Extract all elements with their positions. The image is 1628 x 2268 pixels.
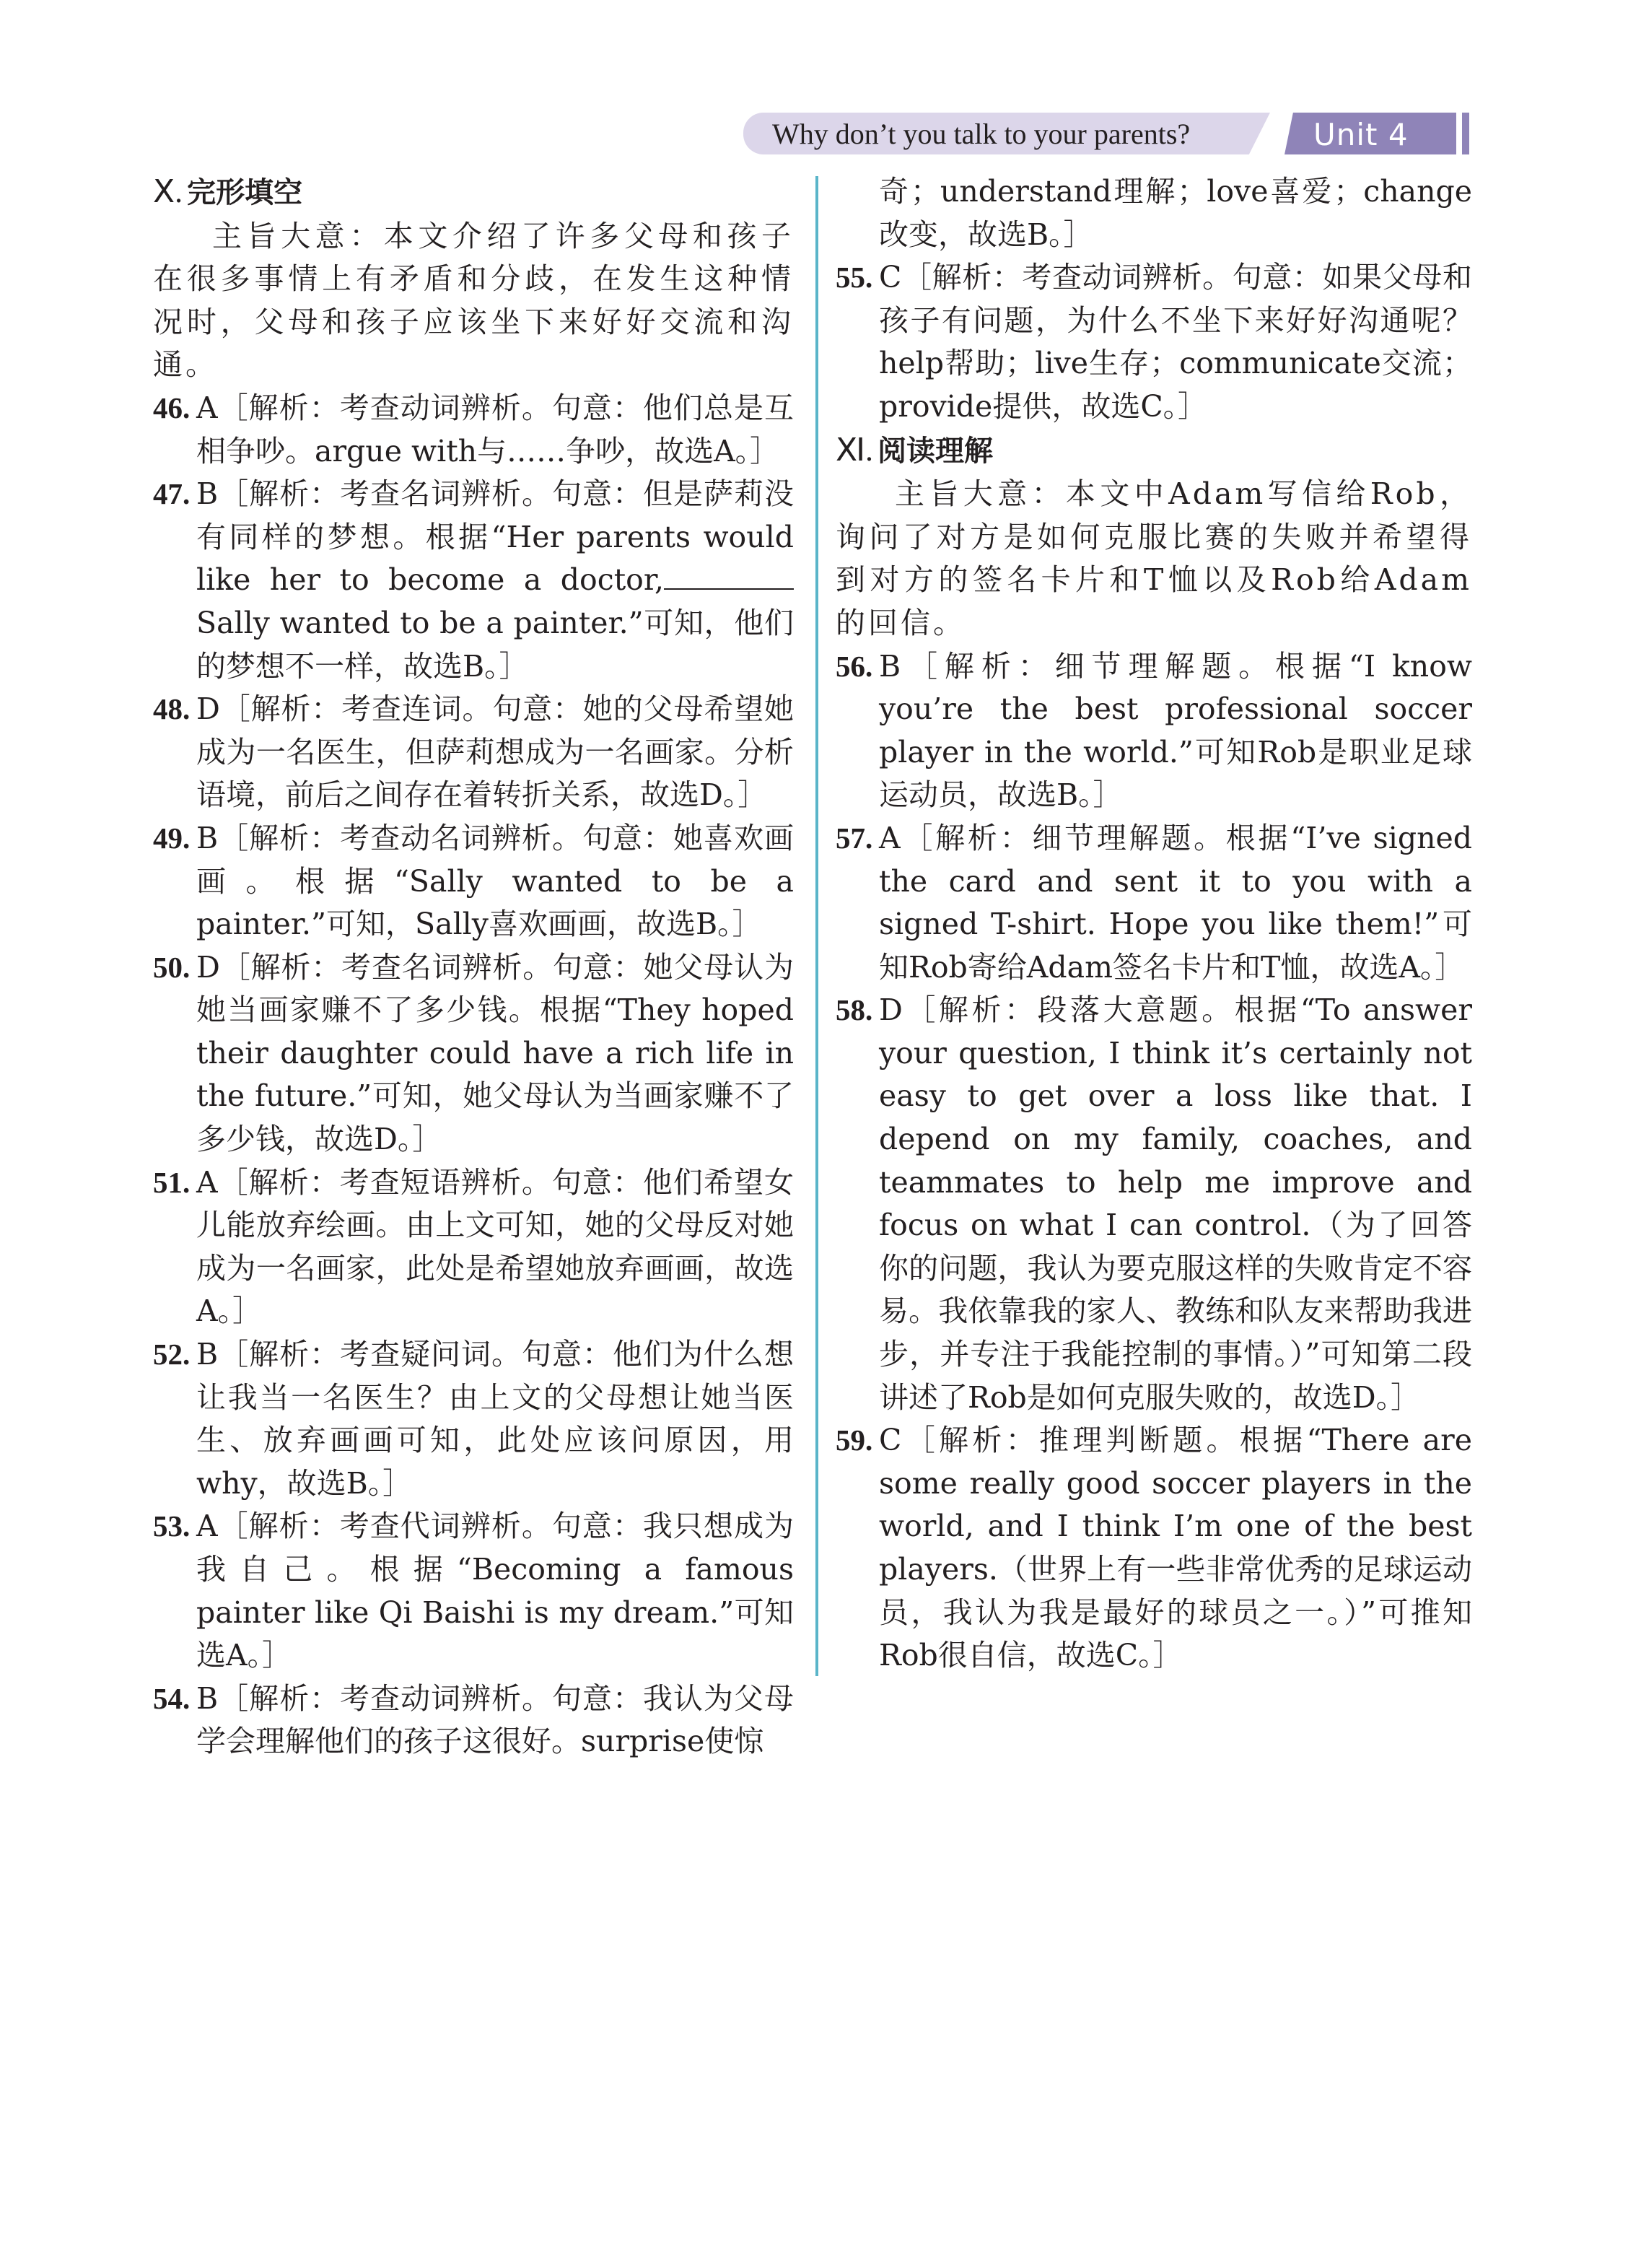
question-number: 53.	[153, 1509, 191, 1543]
answer-item	[153, 946, 794, 1161]
answer-item	[153, 1505, 794, 1677]
answer-item	[153, 1161, 794, 1333]
answer-text: D［解析：段落大意题。根据“To answer your question, I think it’s certainly not easy to get over a loss like that. I depend on my family, coaches, and teammates to help me improve and focus on what I can control.（为了回答你的问题，我认为要克服这样的失败肯定不容易。我依靠我的家人、教练和队友来帮助我进步，并专注于我能控制的事情。）”可知第二段讲述了Rob是如何克服失败的，故选D。］	[879, 993, 1472, 1415]
question-number: 50.	[153, 950, 191, 984]
answer-text: C［解析：推理判断题。根据“There are some really good soccer players in the world, and I think I’m one of the best players.（世界上有一些非常优秀的足球运动员，我认为我是最好的球员之一。）”可推知Rob很自信，故选C。］	[879, 1423, 1472, 1673]
reading-summary: 主旨大意：本文中Adam写信给Rob，询问了对方是如何克服比赛的失败并希望得到对方的签名卡片和T恤以及Rob给Adam的回信。	[836, 476, 1472, 640]
answer-text: A［解析：考查短语辨析。句意：他们希望女儿能放弃绘画。由上文可知，她的父母反对她成为一名画家，此处是希望她放弃画画，故选A。］	[196, 1164, 794, 1329]
answer-continuation	[836, 170, 1472, 256]
column-divider	[815, 176, 818, 1676]
answer-item	[153, 688, 794, 817]
answer-item	[836, 1419, 1472, 1678]
answer-text: A［解析：细节理解题。根据“I’ve signed the card and sent it to you with a signed T-shirt. Hope you like them!”可知Rob寄给Adam签名卡片和T恤，故选A。］	[879, 820, 1472, 985]
answer-text: 奇；understand理解；love喜爱；change改变，故选B。］	[879, 174, 1472, 252]
answer-text: C［解析：考查动词辨析。句意：如果父母和孩子有问题，为什么不坐下来好好沟通呢？help帮助；live生存；communicate交流；provide提供，故选C。］	[879, 260, 1472, 424]
question-number: 48.	[153, 692, 191, 726]
page-header	[743, 113, 1465, 154]
left-column	[153, 170, 794, 1763]
question-number: 55.	[836, 261, 873, 295]
question-number: 59.	[836, 1423, 873, 1457]
section-label: 阅读理解	[878, 434, 994, 468]
question-number: 49.	[153, 821, 191, 855]
header-end-bar	[1462, 113, 1469, 154]
answer-text-cont: Sally wanted to be a painter.”可知，他们的梦想不一样，故选B。］	[196, 605, 794, 684]
answer-text: D［解析：考查连词。句意：她的父母希望她成为一名医生，但萨莉想成为一名画家。分析语境，前后之间存在着转折关系，故选D。］	[196, 692, 794, 813]
question-number: 56.	[836, 649, 873, 683]
header-title: Why don’t you talk to your parents?	[772, 118, 1191, 150]
question-number: 47.	[153, 477, 191, 511]
answer-text: A［解析：考查动词辨析。句意：他们总是互相争吵。argue with与……争吵，故选A。］	[196, 390, 794, 468]
section-label: 完形填空	[187, 176, 303, 209]
answer-item	[836, 256, 1472, 428]
header-unit: Unit 4	[1313, 117, 1409, 152]
question-number: 51.	[153, 1165, 191, 1199]
answer-item	[836, 645, 1472, 817]
question-number: 46.	[153, 391, 191, 424]
question-number: 54.	[153, 1681, 191, 1715]
answer-item	[153, 817, 794, 946]
section-heading-cloze	[153, 170, 794, 215]
answer-text: B［解析：考查疑问词。句意：他们为什么想让我当一名医生？由上文的父母想让她当医生、放弃画画可知，此处应该问原因，用why，故选B。］	[196, 1337, 794, 1501]
section-number: Ⅹ.	[153, 174, 183, 209]
answer-text: B［解析：考查名词辨析。句意：但是萨莉没有同样的梦想。根据“Her parents would like her to become a doctor,	[196, 476, 794, 598]
answer-text: D［解析：考查名词辨析。句意：她父母认为她当画家赚不了多少钱。根据“They hoped their daughter could have a rich life in the future.”可知，她父母认为当画家赚不了多少钱，故选D。］	[196, 949, 794, 1157]
question-number: 52.	[153, 1338, 191, 1371]
answer-text: B［解析：细节理解题。根据“I know you’re the best professional soccer player in the world.”可知Rob是职业足球运动员，故选B。］	[879, 648, 1472, 813]
answer-item	[153, 1678, 794, 1763]
blank-line	[664, 562, 794, 590]
answer-text: B［解析：考查动词辨析。句意：我认为父母学会理解他们的孩子这很好。surprise使惊	[196, 1680, 794, 1759]
section-heading-reading	[836, 429, 1472, 474]
question-number: 57.	[836, 821, 873, 855]
answer-item	[836, 817, 1472, 989]
question-number: 58.	[836, 993, 873, 1027]
answer-item	[153, 1333, 794, 1505]
answer-text: B［解析：考查动名词辨析。句意：她喜欢画画。根据“Sally wanted to be a painter.”可知，Sally喜欢画画，故选B。］	[196, 820, 794, 942]
cloze-summary: 主旨大意：本文介绍了许多父母和孩子在很多事情上有矛盾和分歧，在发生这种情况时，父母和孩子应该坐下来好好交流和沟通。	[153, 218, 794, 383]
right-column	[836, 170, 1472, 1678]
answer-item	[836, 989, 1472, 1419]
answer-text: A［解析：考查代词辨析。句意：我只想成为我自己。根据“Becoming a famous painter like Qi Baishi is my dream.”可知选A。］	[196, 1509, 794, 1673]
answer-item	[153, 473, 794, 688]
answer-item	[153, 387, 794, 473]
section-number: Ⅺ.	[836, 432, 874, 468]
